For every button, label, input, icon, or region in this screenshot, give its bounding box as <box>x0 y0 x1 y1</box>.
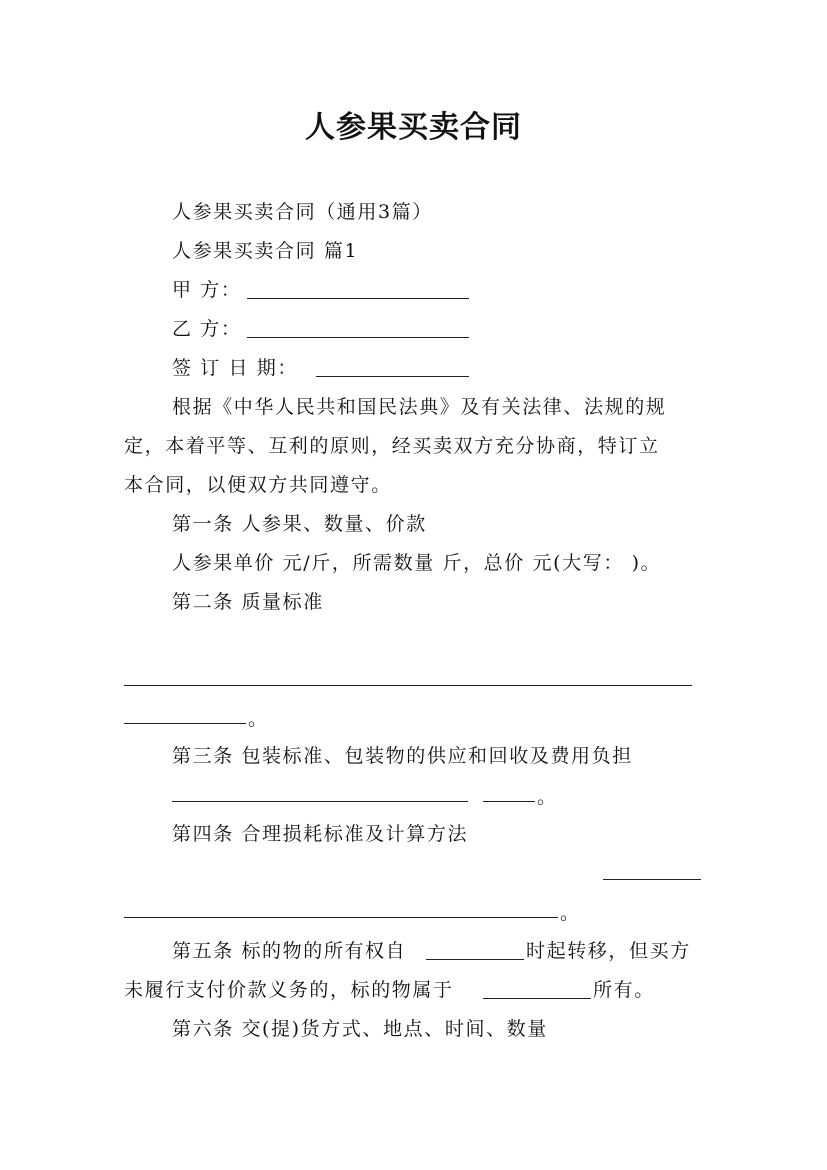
sign-date-blank <box>316 376 469 377</box>
article-2-blank <box>124 723 246 724</box>
paragraph-line: 定，本着平等、互利的原则，经买卖双方充分协商，特订立 <box>124 435 660 457</box>
article-5-blank <box>426 959 524 960</box>
article-4-heading: 第四条 合理损耗标准及计算方法 <box>172 823 469 845</box>
article-4-blank <box>124 917 558 918</box>
article-5-text: 未履行支付价款义务的，标的物属于 <box>124 979 454 1001</box>
party-b-blank <box>247 337 469 338</box>
party-a-label: 甲 方： <box>172 279 242 301</box>
article-4-blank <box>603 879 701 880</box>
article-2-heading: 第二条 质量标准 <box>172 591 324 613</box>
party-a-blank <box>247 298 469 299</box>
section-heading: 人参果买卖合同 篇1 <box>172 240 359 262</box>
article-3-blank <box>172 801 468 802</box>
period: 。 <box>560 902 581 924</box>
document-title: 人参果买卖合同 <box>305 110 522 145</box>
article-5-blank <box>483 998 591 999</box>
sign-date-label: 签 订 日 期： <box>172 357 298 379</box>
article-1-text: 人参果单价 元/斤，所需数量 斤，总价 元(大写： )。 <box>172 552 662 574</box>
article-1-heading: 第一条 人参果、数量、价款 <box>172 513 427 535</box>
party-b-label: 乙 方： <box>172 318 242 340</box>
article-2-blank <box>124 685 692 686</box>
article-5-text: 所有。 <box>593 979 655 1001</box>
article-6-heading: 第六条 交(提)货方式、地点、时间、数量 <box>172 1018 548 1040</box>
paragraph-line: 本合同，以便双方共同遵守。 <box>124 474 392 496</box>
article-3-heading: 第三条 包装标准、包装物的供应和回收及费用负担 <box>172 745 633 767</box>
article-5-text: 时起转移，但买方 <box>526 940 691 962</box>
subtitle-line: 人参果买卖合同（通用3篇） <box>172 201 433 223</box>
article-3-blank <box>483 801 535 802</box>
article-5-heading: 第五条 标的物的所有权自 <box>172 940 407 962</box>
paragraph-line: 根据《中华人民共和国民法典》及有关法律、法规的规 <box>172 396 667 418</box>
period: 。 <box>537 786 558 808</box>
period: 。 <box>248 708 269 730</box>
